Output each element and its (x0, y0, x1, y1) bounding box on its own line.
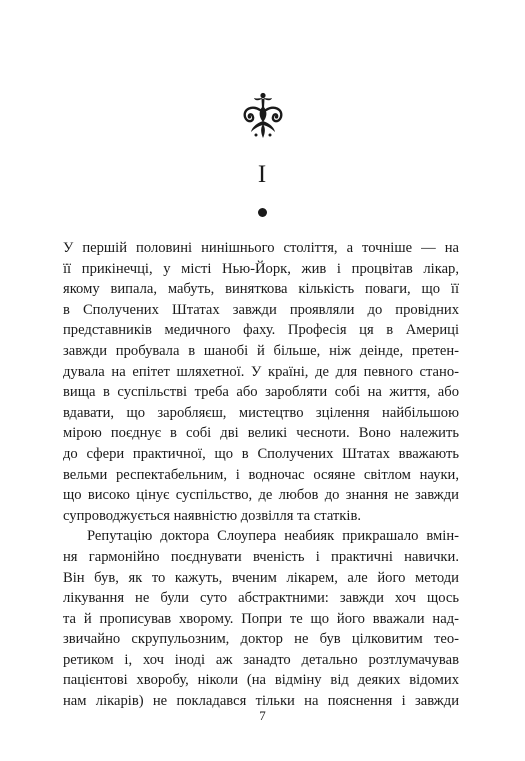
text-line: та й прописував хворому. Попри те що його вважали над- (63, 610, 459, 627)
text-line: вища в суспільстві треба або заробляти собі на життя, або (63, 384, 459, 401)
text-line: звичайно скрупульозним, доктор не був цілковитим тео- (63, 631, 459, 648)
text-line: що високо цінує суспільство, де любов до знання не завжди (63, 487, 459, 504)
text-line: Репутацію доктора Слоупера неабияк прикрашало вмін- (87, 528, 459, 545)
text-line: в Сполучених Штатах завжди проявляли до провідних (63, 301, 459, 318)
text-line: до сфери практичної, що в Сполучених Штатах вважають (63, 445, 459, 462)
text-line: завжди пробувала в шанобі й більше, ніж деінде, претен- (63, 342, 459, 359)
text-line: пацієнтові хворобу, ніколи (на відміну від деяких відомих (63, 672, 459, 689)
text-line: вдавати, що заробляєш, мистецтво зцілення найбільшою (63, 404, 459, 421)
fleuron-ornament-icon (238, 92, 288, 140)
paragraph-1 (63, 238, 459, 526)
text-line: дувала на епітет шляхетної. У країні, де для певного стано- (63, 363, 459, 380)
page-number: 7 (259, 708, 266, 723)
text-line: У першій половині нинішнього століття, а точніше — на (63, 240, 459, 256)
text-line: ня гармонійно поєднувати вченість і практичні навички. (63, 548, 459, 565)
text-line: якому випала, мабуть, виняткова кількість поваги, що її (63, 281, 459, 298)
chapter-bullet-separator (258, 208, 267, 217)
chapter-heading: I (257, 161, 268, 188)
text-line: вельми респектабельним, і водночас осяяне світлом науки, (63, 466, 459, 483)
paragraph-2 (63, 526, 459, 711)
text-line: її прикінечці, у місті Нью-Йорк, жив і процвітав лікар, (63, 260, 459, 277)
text-line: нам лікарів) не покладався тільки на пояснення і завжди (63, 693, 459, 710)
text-line: представників медичного фаху. Професія ця в Америці (63, 322, 459, 339)
text-line: лікування не були суто абстрактними: завжди хоч щось (63, 590, 459, 607)
text-line: мірою поєднує в собі дві великі чесноти. Воно належить (63, 425, 459, 442)
text-line: супроводжується наявністю дозвілля та статків. (63, 507, 361, 524)
text-line: ретиком і, хоч іноді аж занадто детально розтлумачував (63, 651, 459, 668)
body-text (63, 238, 459, 712)
text-line: Він був, як то кажуть, вченим лікарем, але його методи (63, 569, 459, 586)
